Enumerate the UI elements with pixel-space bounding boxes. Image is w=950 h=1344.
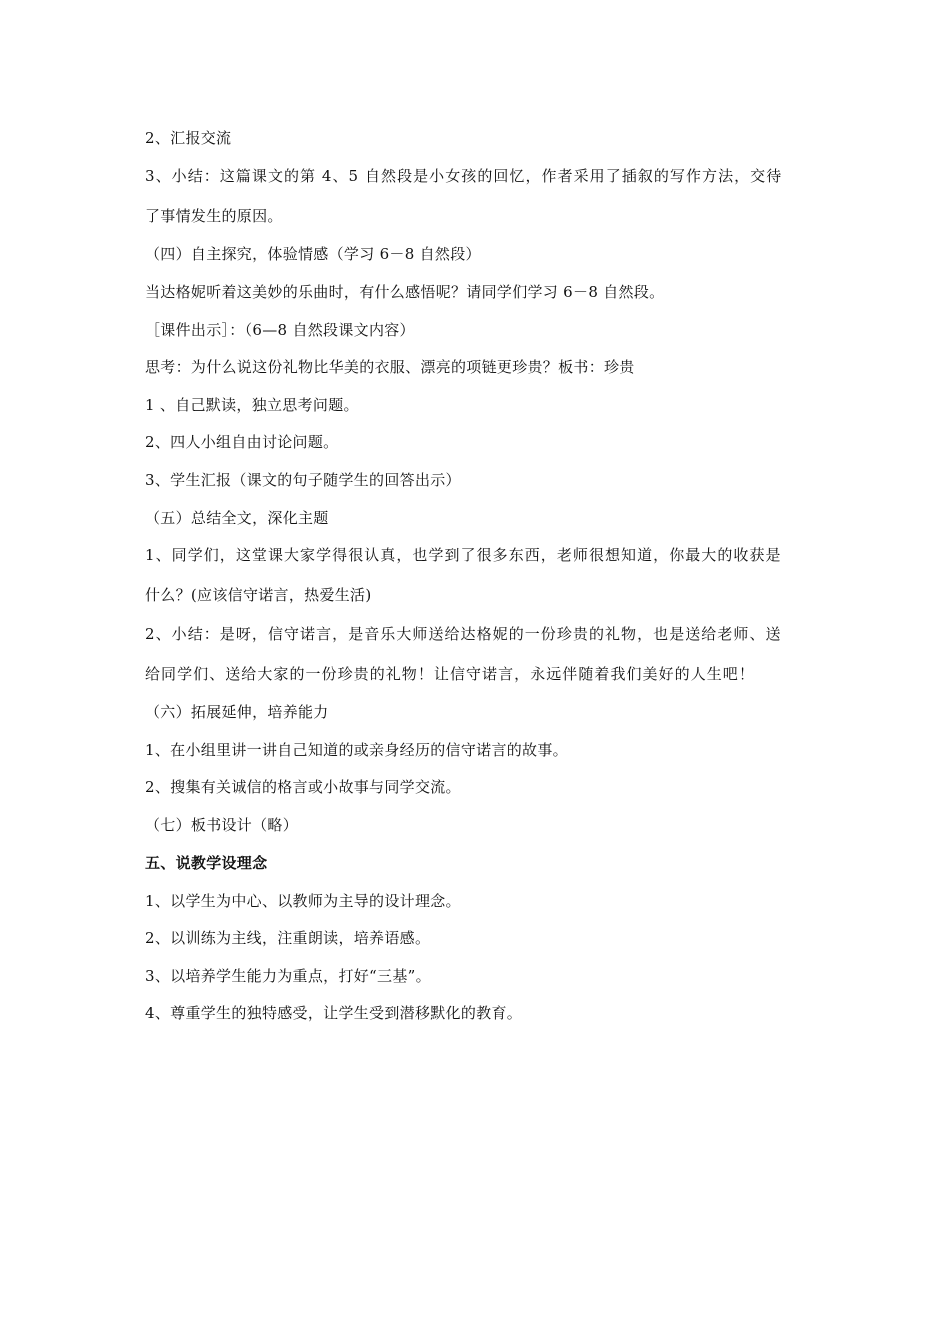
text-line: 1、同学们，这堂课大家学得很认真，也学到了很多东西，老师很想知道，你最大的收获是 <box>145 546 782 564</box>
text-line: 2、小结：是呀，信守诺言，是音乐大师送给达格妮的一份珍贵的礼物，也是送给老师、送 <box>145 625 782 643</box>
section-heading: （五）总结全文，深化主题 <box>145 509 329 527</box>
text-line: ［课件出示］：（6—8 自然段课文内容） <box>145 321 415 339</box>
text-line: 3、学生汇报（课文的句子随学生的回答出示） <box>145 471 461 489</box>
text-line: 当达格妮听着这美妙的乐曲时，有什么感悟呢？请同学们学习 6－8 自然段。 <box>145 283 665 301</box>
text-line: 给同学们、送给大家的一份珍贵的礼物！让信守诺言，永远伴随着我们美好的人生吧！ <box>145 665 755 683</box>
text-line: 思考：为什么说这份礼物比华美的衣服、漂亮的项链更珍贵？板书：珍贵 <box>145 358 635 376</box>
text-line: 3、以培养学生能力为重点，打好“三基”。 <box>145 967 431 985</box>
chapter-heading: 五、说教学设理念 <box>145 854 268 872</box>
text-line: 2、以训练为主线，注重朗读，培养语感。 <box>145 929 431 947</box>
text-line: 4、尊重学生的独特感受，让学生受到潜移默化的教育。 <box>145 1004 523 1022</box>
text-line: 什么？(应该信守诺言，热爱生活) <box>145 586 372 604</box>
section-heading: （七）板书设计（略） <box>145 816 299 834</box>
text-line: 2、四人小组自由讨论问题。 <box>145 433 339 451</box>
text-line: 3、小结：这篇课文的第 4、5 自然段是小女孩的回忆，作者采用了插叙的写作方法，交待 <box>145 167 783 185</box>
section-heading: （四）自主探究，体验情感（学习 6－8 自然段） <box>145 245 481 263</box>
text-line: 1 、自己默读，独立思考问题。 <box>145 396 359 414</box>
text-line: 2、搜集有关诚信的格言或小故事与同学交流。 <box>145 778 461 796</box>
text-line: 2、汇报交流 <box>145 129 232 147</box>
section-heading: （六）拓展延伸，培养能力 <box>145 703 329 721</box>
text-line: 了事情发生的原因。 <box>145 207 283 225</box>
text-line: 1、以学生为中心、以教师为主导的设计理念。 <box>145 892 461 910</box>
text-line: 1、在小组里讲一讲自己知道的或亲身经历的信守诺言的故事。 <box>145 741 568 759</box>
